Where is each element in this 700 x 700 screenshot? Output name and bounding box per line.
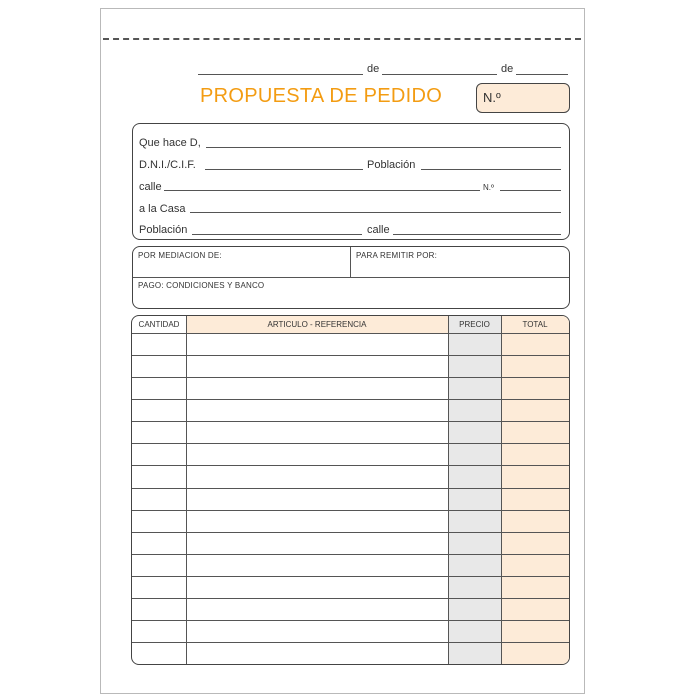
table-row-line — [132, 377, 569, 378]
perforation-line — [103, 38, 581, 40]
dni-label: D.N.I./C.I.F. — [139, 159, 196, 171]
poblacion-label-1: Población — [367, 159, 416, 171]
table-row-line — [132, 532, 569, 533]
poblacion-field-2[interactable] — [192, 234, 362, 235]
col-divider-1 — [186, 316, 187, 664]
table-row-line — [132, 642, 569, 643]
poblacion-label-2: Población — [139, 224, 188, 236]
col-divider-3 — [501, 316, 502, 664]
para-remitir-label: PARA REMITIR POR: — [356, 251, 438, 260]
calle-field-2[interactable] — [393, 234, 561, 235]
precio-header: PRECIO — [459, 320, 490, 329]
casa-label: a la Casa — [139, 203, 186, 215]
col-divider-2 — [448, 316, 449, 664]
year-field-line[interactable] — [516, 74, 568, 75]
place-field-line[interactable] — [198, 74, 363, 75]
precio-column-bg — [448, 316, 501, 664]
numero-field[interactable] — [500, 190, 561, 191]
table-row-line — [132, 421, 569, 422]
por-mediacion-label: POR MEDIACION DE: — [138, 251, 222, 260]
que-hace-label: Que hace D, — [139, 137, 201, 149]
de-label-2: de — [501, 63, 514, 75]
table-row-line — [132, 399, 569, 400]
de-label-1: de — [367, 63, 380, 75]
table-row-line — [132, 355, 569, 356]
order-number-label: N.º — [483, 90, 501, 105]
pago-label: PAGO: CONDICIONES Y BANCO — [138, 281, 265, 290]
total-header: TOTAL — [522, 320, 548, 329]
table-row-line — [132, 598, 569, 599]
order-number-box[interactable] — [476, 83, 570, 113]
table-row-line — [132, 510, 569, 511]
calle-label-2: calle — [367, 224, 390, 236]
table-row-line — [132, 488, 569, 489]
header-divider — [132, 333, 569, 334]
calle-label-1: calle — [139, 181, 162, 193]
mediation-divider — [350, 247, 351, 277]
dni-field[interactable] — [205, 169, 363, 170]
table-row-line — [132, 576, 569, 577]
poblacion-field-1[interactable] — [421, 169, 561, 170]
table-row-line — [132, 465, 569, 466]
items-table — [131, 315, 570, 665]
table-row-line — [132, 620, 569, 621]
table-row-line — [132, 443, 569, 444]
month-field-line[interactable] — [382, 74, 497, 75]
mediation-hline — [133, 277, 569, 278]
casa-field[interactable] — [190, 212, 561, 213]
table-row-line — [132, 554, 569, 555]
articulo-header: ARTICULO - REFERENCIA — [267, 320, 367, 329]
numero-label: N.º — [483, 183, 494, 192]
total-column-bg — [501, 316, 569, 664]
cantidad-header: CANTIDAD — [138, 320, 180, 329]
que-hace-field[interactable] — [206, 147, 561, 148]
form-title: PROPUESTA DE PEDIDO — [200, 85, 443, 107]
calle-field-1[interactable] — [164, 190, 480, 191]
